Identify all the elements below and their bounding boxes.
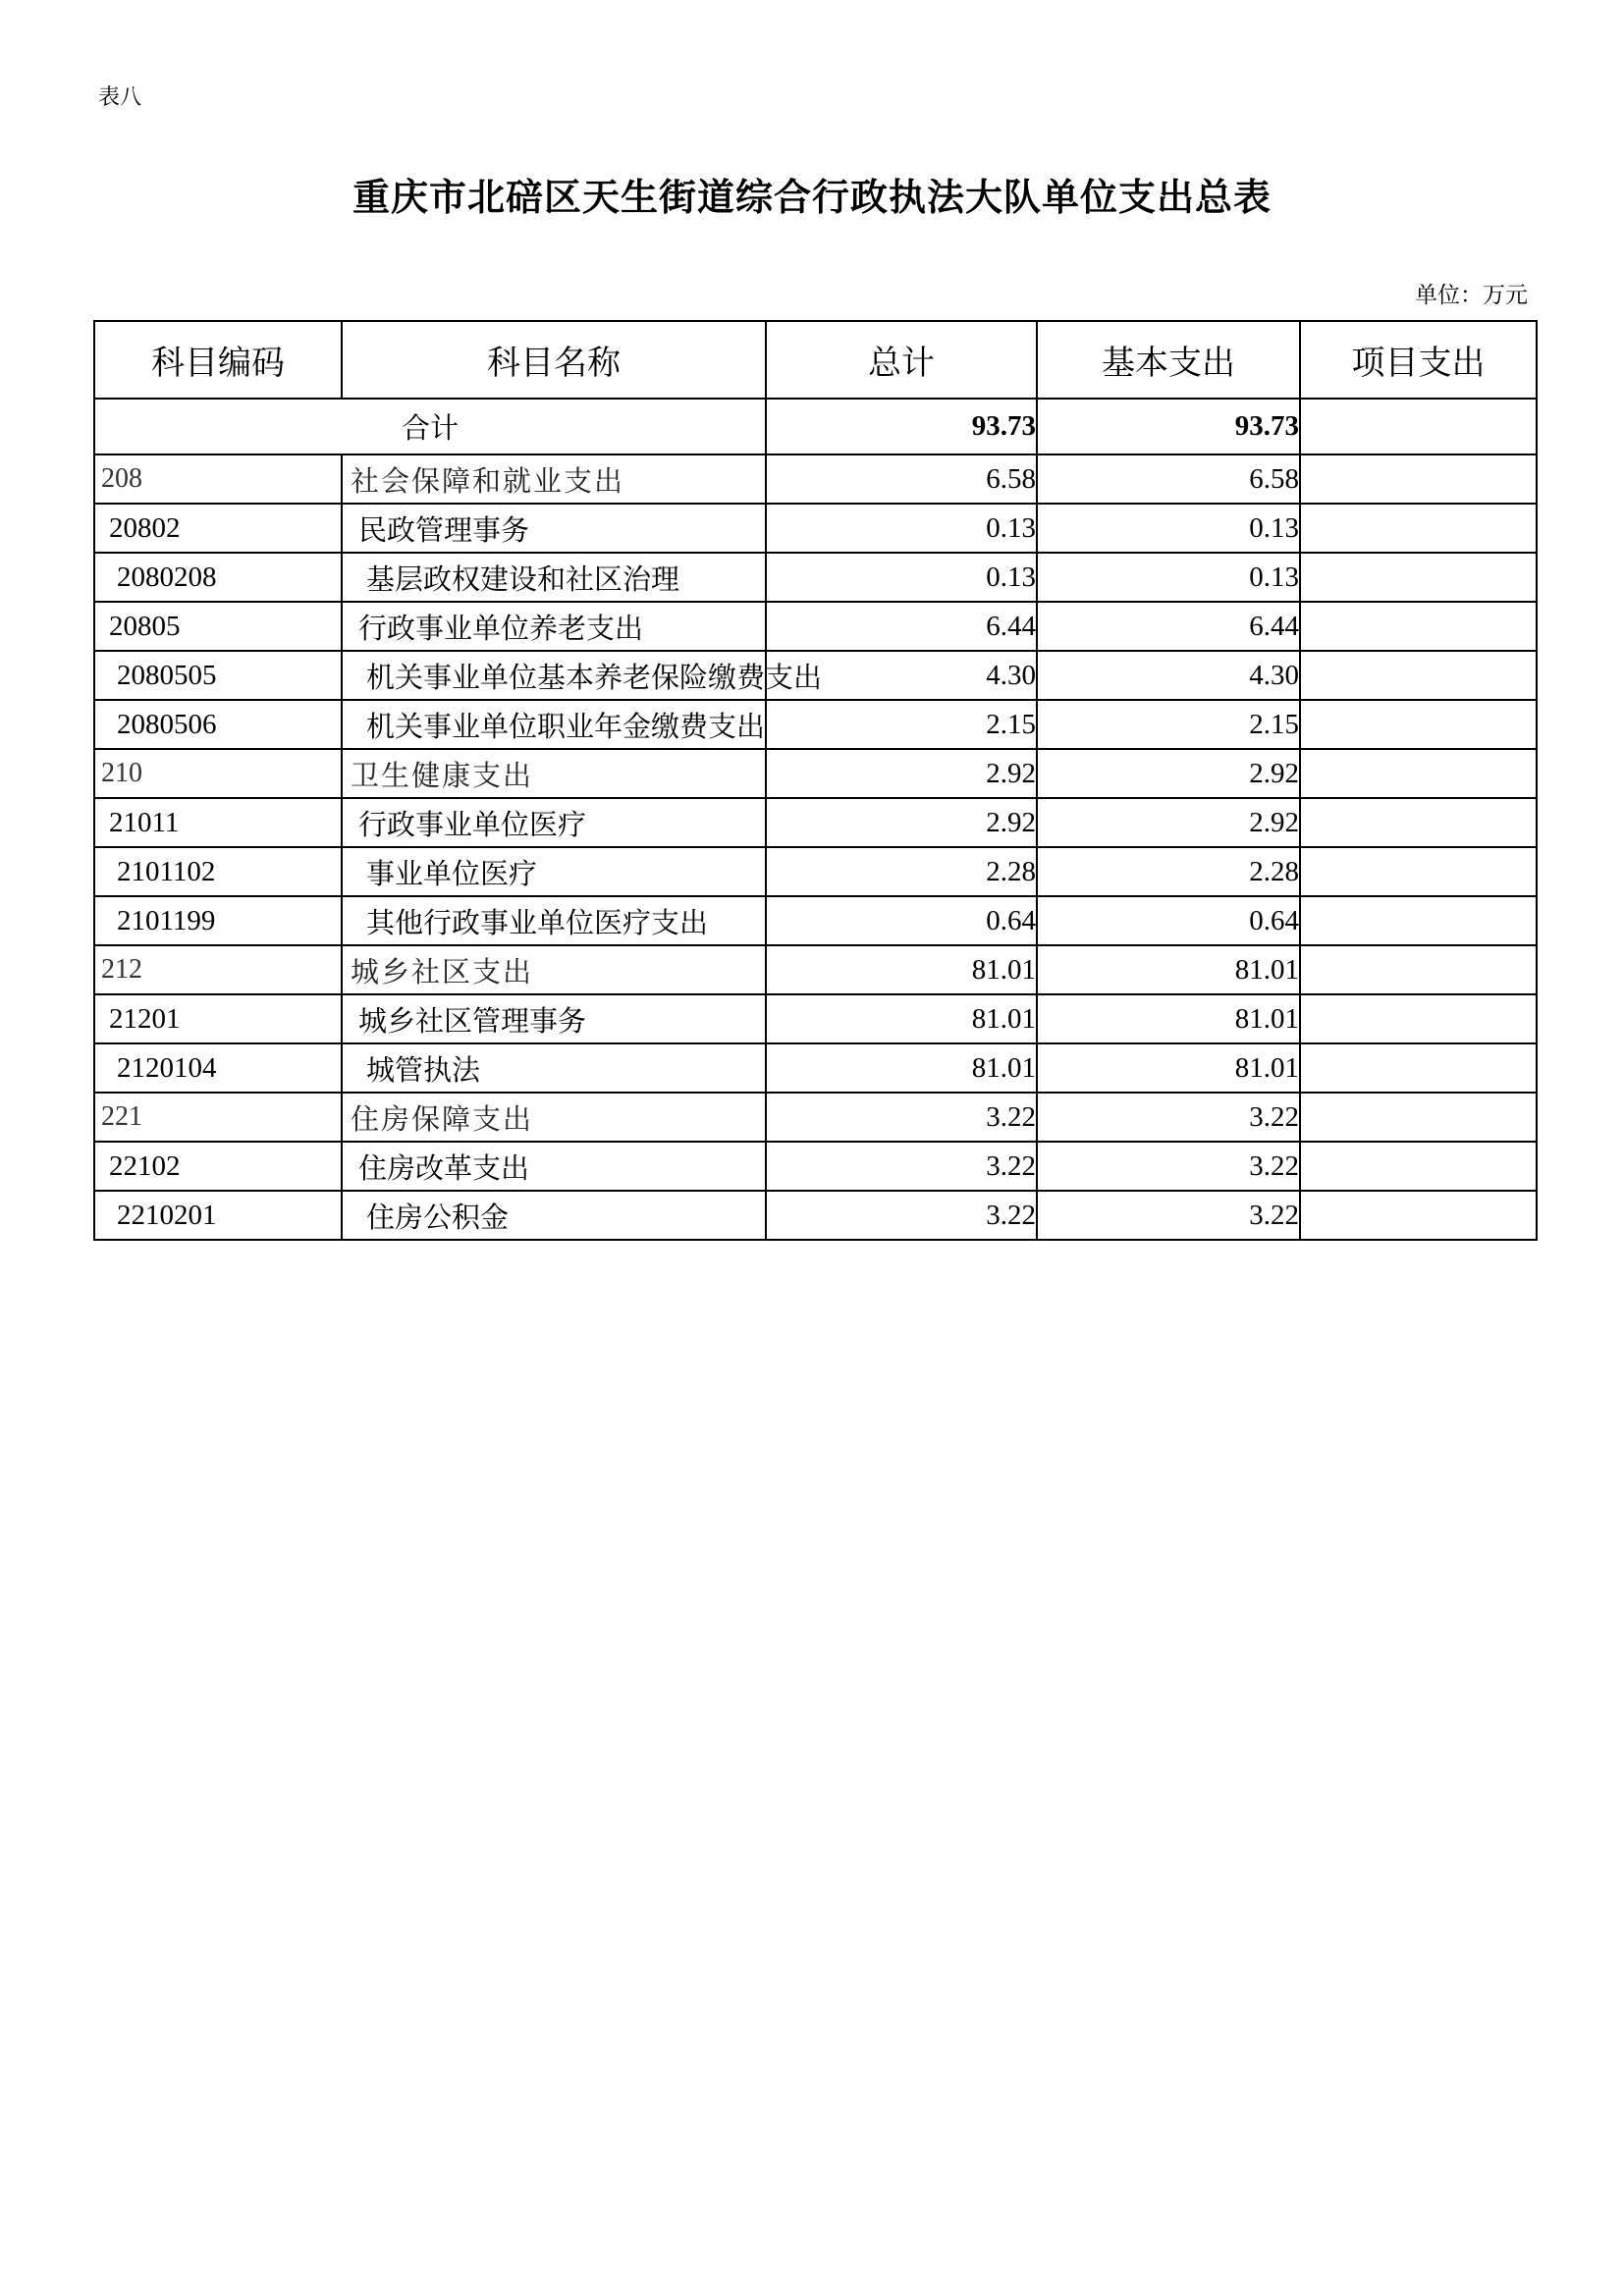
row-code: 21011 xyxy=(94,798,342,847)
table-row xyxy=(94,847,1537,896)
table-row xyxy=(94,1142,1537,1191)
row-code: 2101199 xyxy=(94,896,342,945)
row-total: 81.01 xyxy=(766,994,1037,1043)
row-project xyxy=(1300,945,1537,994)
row-code: 2101102 xyxy=(94,847,342,896)
row-project xyxy=(1300,1142,1537,1191)
row-total: 2.92 xyxy=(766,749,1037,798)
row-project xyxy=(1300,994,1537,1043)
row-project xyxy=(1300,602,1537,651)
row-project xyxy=(1300,651,1537,700)
unit-label: 单位：万元 xyxy=(1415,283,1528,308)
row-total: 2.28 xyxy=(766,847,1037,896)
row-total: 81.01 xyxy=(766,1043,1037,1093)
table-row xyxy=(94,553,1537,602)
row-name: 城乡社区支出 xyxy=(342,945,766,994)
row-code: 21201 xyxy=(94,994,342,1043)
row-total: 0.64 xyxy=(766,896,1037,945)
row-name: 事业单位医疗 xyxy=(342,847,766,896)
row-total: 0.13 xyxy=(766,504,1037,553)
row-name: 住房保障支出 xyxy=(342,1093,766,1142)
row-code: 210 xyxy=(94,749,342,798)
total-project xyxy=(1300,399,1537,454)
row-project xyxy=(1300,1043,1537,1093)
row-code: 22102 xyxy=(94,1142,342,1191)
row-code: 208 xyxy=(94,454,342,504)
table-row xyxy=(94,749,1537,798)
table-row xyxy=(94,1093,1537,1142)
row-code: 2120104 xyxy=(94,1043,342,1093)
row-name: 住房公积金 xyxy=(342,1191,766,1240)
row-name: 住房改革支出 xyxy=(342,1142,766,1191)
row-total: 3.22 xyxy=(766,1142,1037,1191)
table-row xyxy=(94,945,1537,994)
table-row xyxy=(94,504,1537,553)
header-row xyxy=(94,321,1537,399)
row-basic: 2.15 xyxy=(1037,700,1300,749)
row-total: 81.01 xyxy=(766,945,1037,994)
total-row xyxy=(94,399,1537,454)
table-row xyxy=(94,994,1537,1043)
total-total: 93.73 xyxy=(766,399,1037,454)
row-name: 其他行政事业单位医疗支出 xyxy=(342,896,766,945)
row-basic: 2.28 xyxy=(1037,847,1300,896)
row-basic: 81.01 xyxy=(1037,1043,1300,1093)
row-code: 2080506 xyxy=(94,700,342,749)
row-total: 3.22 xyxy=(766,1191,1037,1240)
row-basic: 3.22 xyxy=(1037,1191,1300,1240)
row-code: 2080208 xyxy=(94,553,342,602)
row-total: 3.22 xyxy=(766,1093,1037,1142)
row-code: 20802 xyxy=(94,504,342,553)
row-total: 6.44 xyxy=(766,602,1037,651)
row-basic: 3.22 xyxy=(1037,1093,1300,1142)
row-basic: 3.22 xyxy=(1037,1142,1300,1191)
row-name: 行政事业单位医疗 xyxy=(342,798,766,847)
row-project xyxy=(1300,700,1537,749)
expenditure-table xyxy=(93,320,1538,1241)
row-name: 城管执法 xyxy=(342,1043,766,1093)
row-basic: 81.01 xyxy=(1037,994,1300,1043)
header-name: 科目名称 xyxy=(342,321,766,399)
row-project xyxy=(1300,553,1537,602)
row-name: 卫生健康支出 xyxy=(342,749,766,798)
row-basic: 6.44 xyxy=(1037,602,1300,651)
table-row xyxy=(94,896,1537,945)
row-project xyxy=(1300,504,1537,553)
row-total: 2.15 xyxy=(766,700,1037,749)
total-basic: 93.73 xyxy=(1037,399,1300,454)
table-row xyxy=(94,700,1537,749)
row-total: 6.58 xyxy=(766,454,1037,504)
row-project xyxy=(1300,749,1537,798)
row-basic: 0.13 xyxy=(1037,504,1300,553)
row-basic: 0.13 xyxy=(1037,553,1300,602)
row-code: 212 xyxy=(94,945,342,994)
row-name: 机关事业单位职业年金缴费支出 xyxy=(342,700,766,749)
header-basic: 基本支出 xyxy=(1037,321,1300,399)
row-code: 20805 xyxy=(94,602,342,651)
row-basic: 81.01 xyxy=(1037,945,1300,994)
row-name: 行政事业单位养老支出 xyxy=(342,602,766,651)
row-code: 2080505 xyxy=(94,651,342,700)
row-name: 机关事业单位基本养老保险缴费支出 xyxy=(342,651,766,700)
row-name: 基层政权建设和社区治理 xyxy=(342,553,766,602)
row-project xyxy=(1300,454,1537,504)
row-project xyxy=(1300,798,1537,847)
row-project xyxy=(1300,1191,1537,1240)
row-total: 4.30 xyxy=(766,651,1037,700)
row-basic: 0.64 xyxy=(1037,896,1300,945)
row-name: 城乡社区管理事务 xyxy=(342,994,766,1043)
row-name: 社会保障和就业支出 xyxy=(342,454,766,504)
row-basic: 2.92 xyxy=(1037,749,1300,798)
total-label: 合计 xyxy=(94,399,766,454)
table-row xyxy=(94,454,1537,504)
row-name: 民政管理事务 xyxy=(342,504,766,553)
table-row xyxy=(94,798,1537,847)
row-project xyxy=(1300,1093,1537,1142)
row-project xyxy=(1300,847,1537,896)
page-title: 重庆市北碚区天生街道综合行政执法大队单位支出总表 xyxy=(352,175,1272,219)
row-project xyxy=(1300,896,1537,945)
table-number-tag: 表八 xyxy=(98,85,142,110)
table-row xyxy=(94,1043,1537,1093)
header-project: 项目支出 xyxy=(1300,321,1537,399)
row-basic: 4.30 xyxy=(1037,651,1300,700)
row-basic: 6.58 xyxy=(1037,454,1300,504)
row-basic: 2.92 xyxy=(1037,798,1300,847)
header-code: 科目编码 xyxy=(94,321,342,399)
row-total: 0.13 xyxy=(766,553,1037,602)
row-total: 2.92 xyxy=(766,798,1037,847)
table-row xyxy=(94,602,1537,651)
row-code: 221 xyxy=(94,1093,342,1142)
header-total: 总计 xyxy=(766,321,1037,399)
table-row xyxy=(94,651,1537,700)
row-code: 2210201 xyxy=(94,1191,342,1240)
table-row xyxy=(94,1191,1537,1240)
